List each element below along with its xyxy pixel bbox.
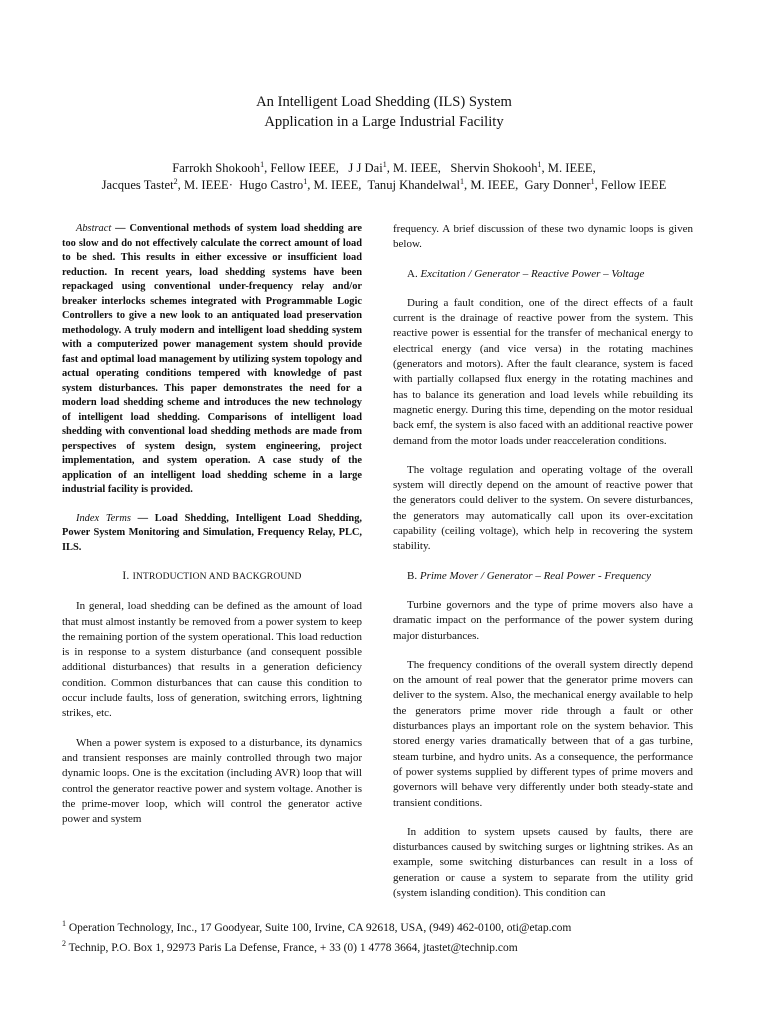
right-column (393, 222, 693, 915)
author-name: Jacques Tastet (101, 177, 174, 192)
index-terms-label: Index Terms (76, 512, 131, 524)
author-name: Shervin Shokooh (450, 161, 538, 175)
footnote-text: Operation Technology, Inc., 17 Goodyear, Suite 100, Irvine, CA 92618, USA, (949) 462-0100, oti@etap.com (66, 921, 572, 934)
author-list (60, 160, 708, 193)
subsection-heading-a (393, 267, 693, 282)
author-membership: , M. IEEE, (541, 161, 596, 175)
left-column (62, 222, 362, 841)
body-paragraph: In general, load shedding can be defined as the amount of load that must almost instantly be removed from a power system to keep the remaining portion of the system operational. This load reduction is in response to a system disturbance (and consequent possible additional disturbances) that results in a generation deficiency condition. Common disturbances that can cause this condition to occur include faults, loss of generation, switching errors, lightning strikes, etc. (62, 600, 362, 720)
body-paragraph: The frequency conditions of the overall system directly depend on the amount of real power that the generator prime movers can deliver to the system. Also, the mechanical energy available to help the generators prime mover ride through a fault or other disturbances plays an important role on the system behavior. This stored energy varies dramatically between that of a gas turbine, steam turbine, and hydro units. As a consequence, the performance of power systems supplied by different types of prime movers and governors will behave very differently under both steady-state and transient conditions. (393, 658, 693, 809)
subsection-heading-b (393, 569, 693, 584)
index-terms (62, 512, 362, 556)
author-affiliation-mark: 2 (173, 176, 178, 186)
body-paragraph: The voltage regulation and operating voltage of the overall system will directly depend on the amount of reactive power that the generators could deliver to the system. On severe disturbances, the generators may automatically call upon its over-excitation capability (ceiling voltage), which help in recovering the system stability. (393, 463, 693, 553)
subsection-label: B. (407, 569, 420, 582)
body-paragraph: frequency. A brief discussion of these two dynamic loops is given below. (393, 223, 693, 251)
author-membership: , Fellow IEEE (594, 177, 667, 192)
body-paragraph: Turbine governors and the type of prime movers also have a dramatic impact on the performance of the power system during major disturbances. (393, 598, 693, 642)
title-line-1: An Intelligent Load Shedding (ILS) System (256, 94, 512, 110)
author-line-1 (60, 160, 708, 177)
body-paragraph: In addition to system upsets caused by faults, there are disturbances caused by switching surges or lightning strikes. As an example, some switching disturbances can result in a loss of generation or cause a system to separate from the utility grid (system islanding condition). This condition can (393, 825, 693, 899)
author-name: Hugo Castro (239, 177, 304, 192)
author-membership: , Fellow IEEE, (264, 161, 346, 175)
author-name: J J Dai (348, 161, 383, 175)
author-membership: , M. IEEE, (307, 177, 368, 192)
author-membership: , M. IEEE, (464, 177, 525, 192)
author-affiliation-mark: 1 (382, 159, 387, 169)
author-affiliation-mark: 1 (537, 159, 542, 169)
footnotes (62, 916, 722, 956)
index-terms-text: — Load Shedding, Intelligent Load Shedding, Power System Monitoring and Simulation, Frequency Relay, PLC, ILS. (62, 512, 363, 553)
body-paragraph: During a fault condition, one of the direct effects of a fault current is the drainage of reactive power from the system. This reactive power is essential for the transfer of mechanical energy to electrical energy (and vice versa) in the rotating machines (generators and motors). After the fault clearance, system is faced with partially collapsed flux energy in the rotating machines and has to balance its generation and load levels while rebuilding its magnetic energy. During this time, depending on the motor residual back emf, the system is also faced with an additional reactive power demand from the motor loads under reacceleration conditions. (393, 296, 693, 447)
footnote-mark: 1 (62, 919, 66, 928)
author-affiliation-mark: 1 (303, 176, 308, 186)
subsection-title: Excitation / Generator – Reactive Power – Voltage (420, 267, 645, 280)
subsection-title: Prime Mover / Generator – Real Power - Frequency (419, 569, 651, 582)
section-number: I. (122, 570, 133, 582)
abstract-text: — Conventional methods of system load shedding are too slow and do not effectively calculate the correct amount of load to be shed. This results in either excessive or insufficient load reduction. In recent years, load shedding systems have been repackaged using conventional under-frequency relay and/or breaker interlocks schemes integrated with Programmable Logic Controllers to give a new look to an antiquated load preservation methodology. A truly modern and intelligent load shedding system with a computerized power management system should provide fast and optimal load management by utilizing system topology and actual operating conditions tempered with knowledge of past system disturbances. This paper demonstrates the need for a modern load shedding scheme and introduces the new technology of intelligent load shedding. Comparisons of intelligent load shedding with conventional load shedding methods are made from perspectives of system design, system engineering, project implementation, and system operation. A case study of the application of an intelligent load shedding scheme in a large industrial facility is provided. (62, 223, 362, 495)
subsection-label: A. (407, 267, 421, 280)
footnote (62, 916, 722, 936)
title-line-2: Application in a Large Industrial Facility (264, 114, 504, 130)
author-affiliation-mark: 1 (460, 176, 465, 186)
body-paragraph: When a power system is exposed to a disturbance, its dynamics and transient responses are mainly controlled through two major dynamic loops. One is the excitation (including AVR) loop that will control the generator reactive power and system voltage. Another is the prime-mover loop, which will control the generator active power and system (62, 736, 362, 826)
abstract (62, 222, 362, 498)
author-affiliation-mark: 1 (590, 176, 595, 186)
section-title: INTRODUCTION AND BACKGROUND (132, 572, 302, 582)
footnote-text: Technip, P.O. Box 1, 92973 Paris La Defense, France, + 33 (0) 1 4778 3664, jtastet@technip.com (66, 941, 518, 954)
abstract-label: Abstract (76, 223, 112, 234)
author-name: Farrokh Shokooh (172, 161, 261, 175)
footnote (62, 936, 722, 956)
section-heading (62, 569, 362, 585)
paper-title (0, 92, 768, 132)
author-membership: , M. IEEE, (386, 161, 448, 175)
author-name: Gary Donner (524, 177, 591, 192)
footnote-mark: 2 (62, 938, 66, 948)
author-membership: , M. IEEE· (177, 177, 240, 192)
author-line-2 (60, 177, 708, 194)
author-name: Tanuj Khandelwal (367, 177, 461, 192)
author-affiliation-mark: 1 (260, 159, 265, 169)
